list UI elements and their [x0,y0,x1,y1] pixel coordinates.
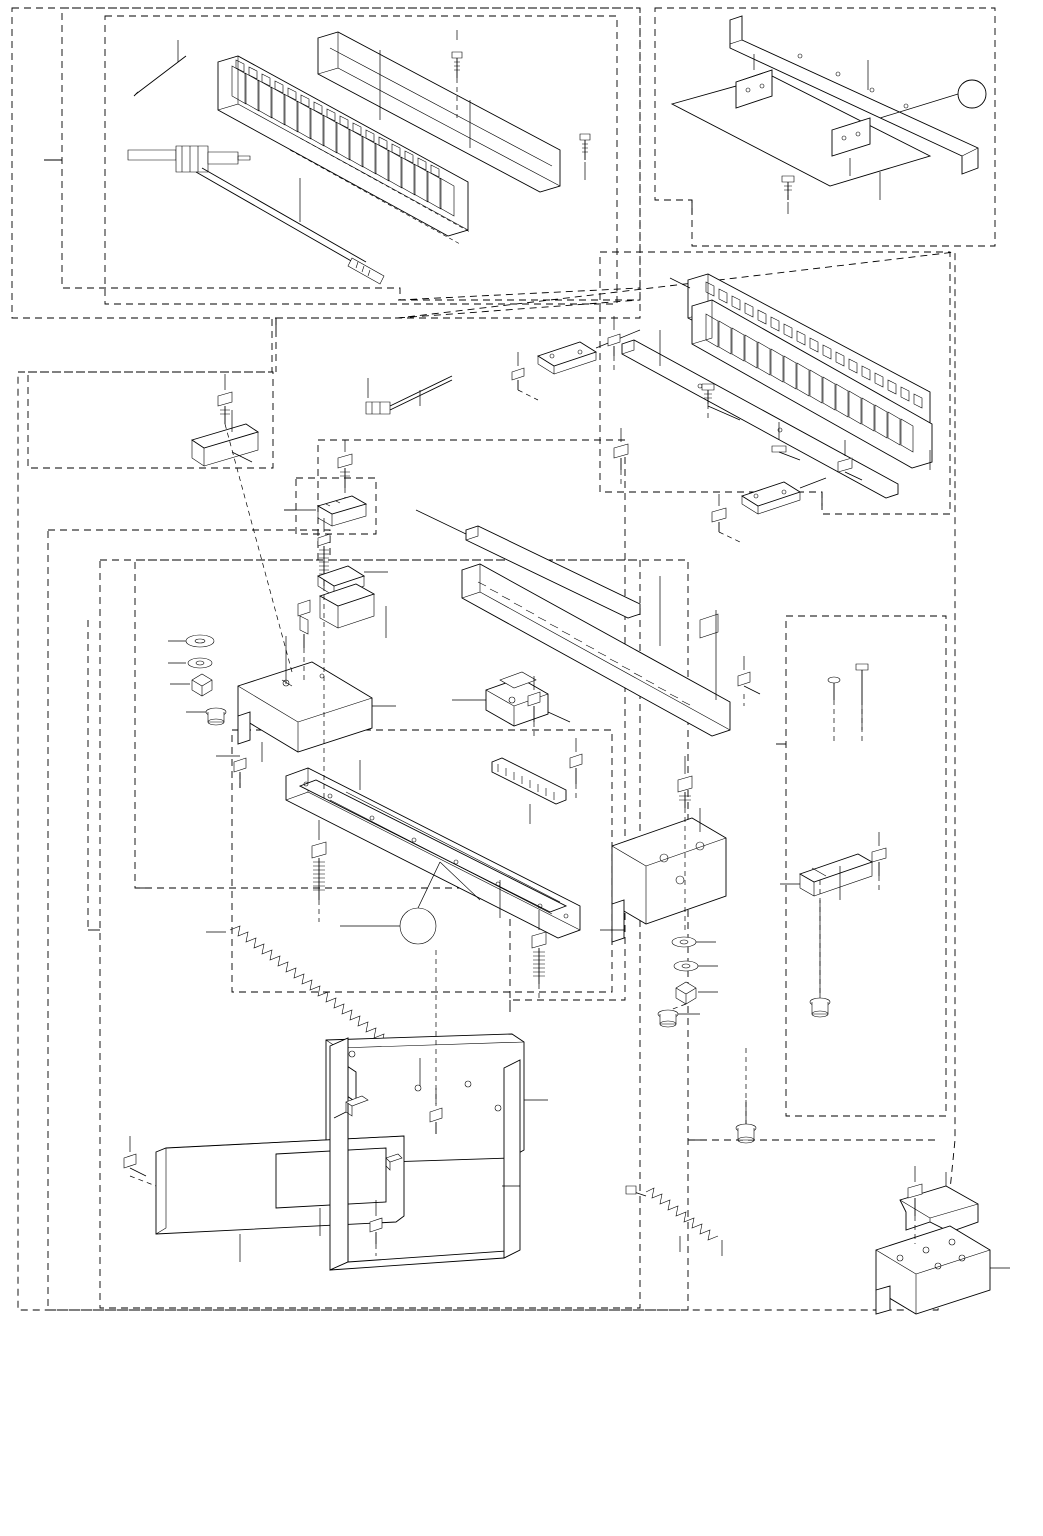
part-screw-slide-block [872,832,886,876]
part-nut-1 [170,674,212,696]
part-corner-base-block [876,1226,1010,1314]
part-flat-plate-panel [672,76,930,200]
part-corner-mount-bracket [900,1172,978,1232]
group-diag-1 [398,300,640,318]
part-rod-with-fitting-2 [366,376,452,414]
part-clamp-block [296,496,366,526]
part-foot-pad-2 [658,1010,700,1027]
part-comb-strip-small [492,758,566,824]
part-needle-pin [134,40,186,96]
part-nut-2 [676,982,718,1004]
part-screw-rail-mid [570,738,582,784]
part-upper-screw-1 [452,30,462,78]
part-bottom-front-plate [156,1136,404,1262]
part-mount-plate-small-2 [742,478,826,514]
part-print-head-comb-bar-upper [218,32,560,244]
part-hex-bolt-3 [614,428,628,470]
part-hex-bolt-2 [512,352,524,390]
part-center-clamp-bracket [452,672,570,726]
part-spark-pin [298,600,310,648]
part-circle-detail-marker [340,862,440,944]
part-upper-screw-2 [580,134,590,180]
part-foot-pad-1 [186,708,226,725]
part-screw-small-clamp [338,440,352,488]
part-screw-rail-left [216,756,246,788]
part-washer-3 [674,961,718,971]
part-hex-bolt-1 [608,316,620,356]
part-riser-block [320,584,386,638]
part-screw-top-left [218,374,232,424]
part-washer-stack [168,635,214,668]
group-left-block [28,372,273,468]
part-slide-block [780,854,872,900]
part-long-bolt-3 [678,756,692,808]
part-hex-bolt-4 [712,494,726,532]
part-screw-bottom-left [124,1136,146,1176]
part-washer-2 [672,937,716,947]
group-right-foot [786,616,946,1116]
part-screw-rail-right [738,656,760,694]
part-left-side-housing [238,636,396,762]
part-angle-plate-right [600,808,726,942]
